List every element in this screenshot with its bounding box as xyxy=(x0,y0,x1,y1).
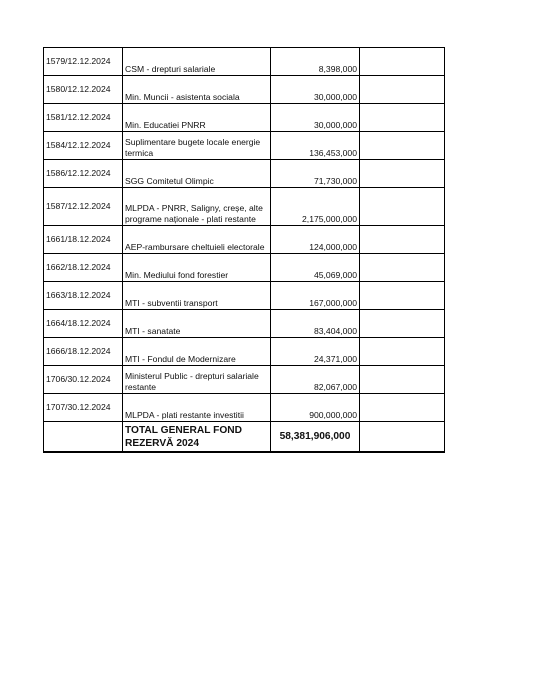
decision-number-cell: 1663/18.12.2024 xyxy=(44,282,123,310)
empty-cell xyxy=(360,422,445,453)
description-cell: MLPDA - plati restante investitii xyxy=(123,394,271,422)
empty-cell xyxy=(360,394,445,422)
description-cell: MTI - sanatate xyxy=(123,310,271,338)
empty-cell xyxy=(360,282,445,310)
empty-cell xyxy=(360,226,445,254)
amount-cell: 71,730,000 xyxy=(271,160,360,188)
total-row xyxy=(44,422,445,453)
description-cell: SGG Comitetul Olimpic xyxy=(123,160,271,188)
amount-cell: 30,000,000 xyxy=(271,104,360,132)
total-amount: 58,381,906,000 xyxy=(271,422,360,453)
decision-number-cell: 1581/12.12.2024 xyxy=(44,104,123,132)
table-row xyxy=(44,104,445,132)
description-cell: AEP-rambursare cheltuieli electorale xyxy=(123,226,271,254)
decision-number-cell: 1586/12.12.2024 xyxy=(44,160,123,188)
amount-cell: 24,371,000 xyxy=(271,338,360,366)
table-row xyxy=(44,132,445,160)
empty-cell xyxy=(360,76,445,104)
description-cell: Ministerul Public - drepturi salariale restante xyxy=(123,366,271,394)
description-cell: Suplimentare bugete locale energie termica xyxy=(123,132,271,160)
table-row xyxy=(44,338,445,366)
amount-cell: 900,000,000 xyxy=(271,394,360,422)
amount-cell: 82,067,000 xyxy=(271,366,360,394)
empty-cell xyxy=(360,310,445,338)
table-row xyxy=(44,226,445,254)
table-row xyxy=(44,160,445,188)
empty-cell xyxy=(360,366,445,394)
empty-cell xyxy=(360,254,445,282)
amount-cell: 83,404,000 xyxy=(271,310,360,338)
total-empty-cell xyxy=(44,422,123,453)
decision-number-cell: 1579/12.12.2024 xyxy=(44,48,123,76)
empty-cell xyxy=(360,132,445,160)
table-row xyxy=(44,394,445,422)
table-row xyxy=(44,48,445,76)
reserve-fund-table-body xyxy=(44,48,445,453)
description-cell: MTI - Fondul de Modernizare xyxy=(123,338,271,366)
empty-cell xyxy=(360,48,445,76)
empty-cell xyxy=(360,338,445,366)
table-row xyxy=(44,76,445,104)
decision-number-cell: 1706/30.12.2024 xyxy=(44,366,123,394)
amount-cell: 45,069,000 xyxy=(271,254,360,282)
description-cell: Min. Muncii - asistenta sociala xyxy=(123,76,271,104)
description-cell: CSM - drepturi salariale xyxy=(123,48,271,76)
empty-cell xyxy=(360,188,445,226)
decision-number-cell: 1587/12.12.2024 xyxy=(44,188,123,226)
description-cell: Min. Mediului fond forestier xyxy=(123,254,271,282)
decision-number-cell: 1664/18.12.2024 xyxy=(44,310,123,338)
table-row xyxy=(44,310,445,338)
description-cell: Min. Educatiei PNRR xyxy=(123,104,271,132)
decision-number-cell: 1662/18.12.2024 xyxy=(44,254,123,282)
decision-number-cell: 1707/30.12.2024 xyxy=(44,394,123,422)
description-cell: MTI - subventii transport xyxy=(123,282,271,310)
reserve-fund-table xyxy=(43,47,445,453)
decision-number-cell: 1666/18.12.2024 xyxy=(44,338,123,366)
amount-cell: 167,000,000 xyxy=(271,282,360,310)
decision-number-cell: 1584/12.12.2024 xyxy=(44,132,123,160)
amount-cell: 8,398,000 xyxy=(271,48,360,76)
table-row xyxy=(44,282,445,310)
empty-cell xyxy=(360,104,445,132)
table-row xyxy=(44,188,445,226)
amount-cell: 124,000,000 xyxy=(271,226,360,254)
decision-number-cell: 1580/12.12.2024 xyxy=(44,76,123,104)
decision-number-cell: 1661/18.12.2024 xyxy=(44,226,123,254)
table-row xyxy=(44,254,445,282)
amount-cell: 30,000,000 xyxy=(271,76,360,104)
amount-cell: 136,453,000 xyxy=(271,132,360,160)
total-label: TOTAL GENERAL FOND REZERVĂ 2024 xyxy=(123,422,271,453)
description-cell: MLPDA - PNRR, Saligny, creșe, alte programe naționale - plati restante xyxy=(123,188,271,226)
table-row xyxy=(44,366,445,394)
amount-cell: 2,175,000,000 xyxy=(271,188,360,226)
empty-cell xyxy=(360,160,445,188)
